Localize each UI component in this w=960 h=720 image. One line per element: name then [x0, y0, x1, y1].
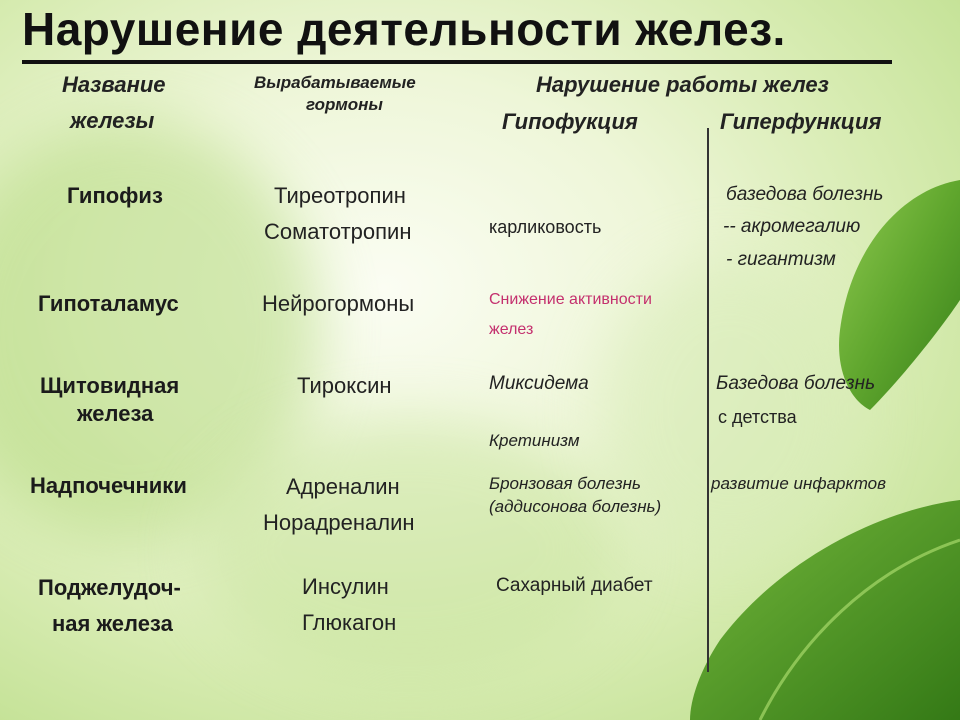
hyperfunction-item: развитие инфарктов [711, 474, 886, 493]
header-disorders: Нарушение работы желез [536, 72, 829, 97]
hypofunction-item: Сахарный диабет [496, 575, 653, 596]
hormone: Соматотропин [264, 219, 412, 244]
hormone: Адреналин [286, 474, 400, 499]
hypofunction-item: (аддисонова болезнь) [489, 497, 662, 516]
hypofunction-item: карликовость [489, 217, 602, 237]
gland-name: Гипофиз [67, 183, 163, 208]
hormone: Тиреотропин [274, 183, 406, 208]
header-hypofunction: Гипофукция [502, 109, 638, 134]
header-gland-name-line1: Название [62, 72, 166, 97]
hyperfunction-item: - гигантизм [726, 249, 836, 270]
hyperfunction-item: -- акромегалию [723, 216, 861, 237]
title-underline [22, 60, 892, 64]
hypofunction-item: Миксидема [489, 373, 589, 394]
hormone: Глюкагон [302, 610, 397, 635]
gland-name: Поджелудоч- [38, 575, 181, 600]
gland-name: Гипоталамус [38, 291, 179, 316]
header-hormones-line1: Вырабатываемые [254, 73, 416, 92]
hormone: Инсулин [302, 574, 389, 599]
hyperfunction-item: Базедова болезнь [716, 373, 876, 394]
header-hyperfunction: Гиперфункция [720, 109, 882, 134]
hyperfunction-item: базедова болезнь [726, 184, 884, 205]
hypofunction-item: желез [489, 321, 534, 338]
hormone: Норадреналин [263, 510, 415, 535]
hypofunction-item: Снижение активности [489, 291, 652, 308]
hormone: Нейрогормоны [262, 291, 415, 316]
gland-name: железа [77, 401, 154, 426]
hypofunction-item: Бронзовая болезнь [489, 474, 641, 493]
hormone: Тироксин [297, 373, 392, 398]
hypofunction-item: Кретинизм [489, 431, 580, 450]
gland-name: Щитовидная [40, 373, 180, 398]
header-gland-name-line2: железы [70, 108, 155, 133]
gland-name: Надпочечники [30, 473, 187, 498]
page-title: Нарушение деятельности желез. [22, 3, 786, 55]
hyperfunction-item: с детства [718, 407, 797, 427]
column-divider [707, 128, 709, 672]
gland-name: ная железа [52, 611, 173, 636]
header-hormones-line2: гормоны [306, 95, 383, 114]
